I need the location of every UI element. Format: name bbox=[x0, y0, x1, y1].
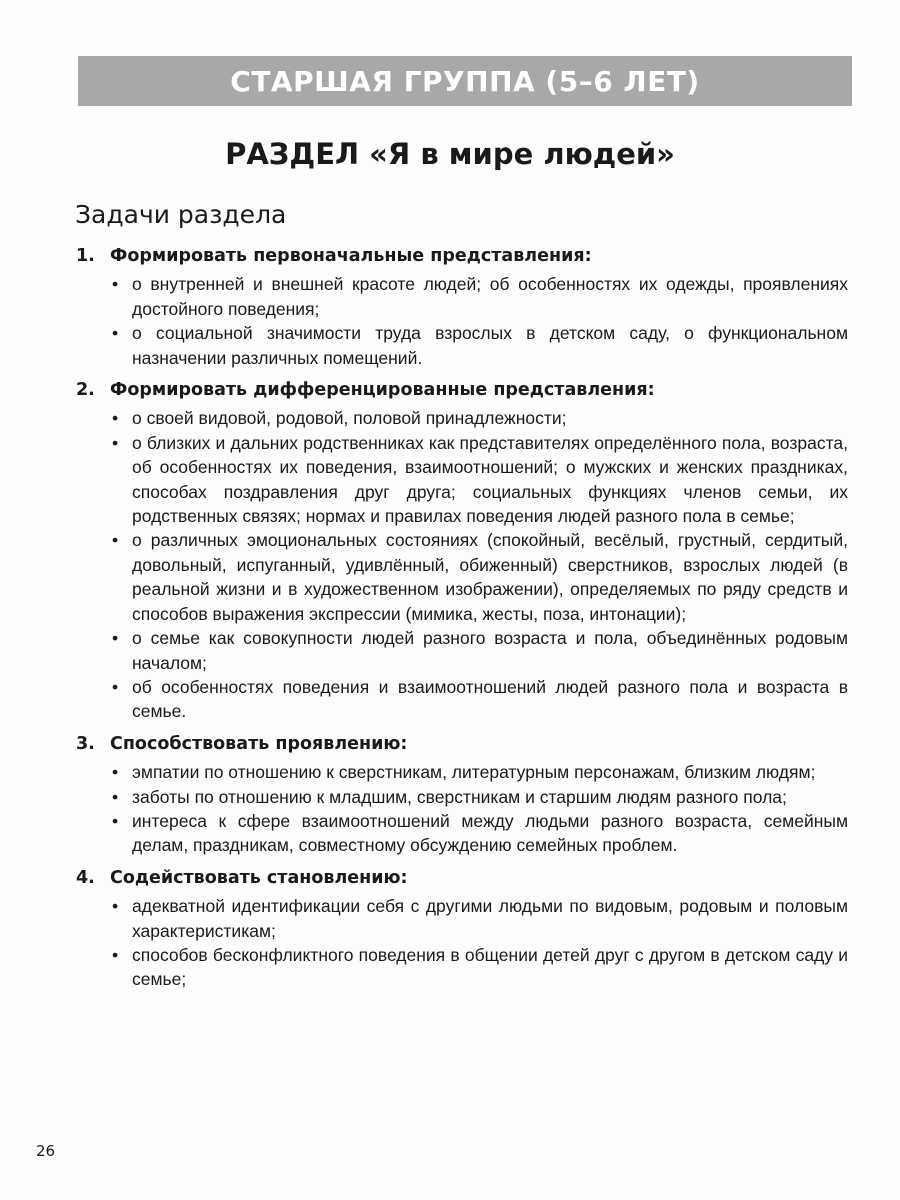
list-item bbox=[76, 675, 848, 724]
bullet-icon: • bbox=[112, 896, 119, 917]
task-number: 2. bbox=[76, 380, 95, 401]
task-items bbox=[76, 272, 848, 370]
list-item bbox=[76, 321, 848, 370]
bullet-icon: • bbox=[112, 432, 119, 453]
bullet-icon: • bbox=[112, 408, 119, 429]
task-number: 4. bbox=[76, 867, 95, 888]
bullet-icon: • bbox=[112, 676, 119, 697]
tasks-heading: Задачи раздела bbox=[75, 200, 287, 229]
bullet-icon: • bbox=[112, 274, 119, 295]
bullet-icon: • bbox=[112, 810, 119, 831]
task-number: 3. bbox=[76, 733, 95, 754]
task-title: Содействовать становлению: bbox=[110, 867, 408, 888]
task-heading bbox=[76, 244, 848, 268]
list-item bbox=[76, 943, 848, 992]
task-block bbox=[76, 866, 848, 992]
task-heading bbox=[76, 732, 848, 756]
banner-title: СТАРШАЯ ГРУППА (5–6 ЛЕТ) bbox=[230, 64, 700, 98]
bullet-icon: • bbox=[112, 944, 119, 965]
list-item-text: об особенностях поведения и взаимоотношений людей разного пола и возраста в семье. bbox=[132, 676, 848, 722]
task-title: Формировать дифференцированные представления: bbox=[110, 380, 655, 401]
list-item-text: адекватной идентификации себя с другими людьми по видовым, родовым и половым характеристикам; bbox=[132, 896, 848, 941]
section-title: РАЗДЕЛ «Я в мире людей» bbox=[225, 137, 675, 171]
list-item bbox=[76, 760, 848, 784]
list-item-text: о своей видовой, родовой, половой принадлежности; bbox=[132, 408, 567, 429]
list-item-text: интереса к сфере взаимоотношений между людьми разного возраста, семейным делам, праздникам, совместному обсуждению семейных проблем. bbox=[132, 810, 848, 856]
bullet-icon: • bbox=[112, 323, 119, 344]
list-item-text: заботы по отношению к младшим, сверстникам и старшим людям разного пола; bbox=[132, 786, 787, 807]
list-item-text: способов бесконфликтного поведения в общении детей друг с другом в детском саду и семье; bbox=[132, 944, 848, 990]
list-item bbox=[76, 272, 848, 321]
list-item-text: о семье как совокупности людей разного возраста и пола, объединённых родовым началом; bbox=[132, 628, 848, 673]
task-items bbox=[76, 760, 848, 858]
list-item bbox=[76, 406, 848, 430]
task-items bbox=[76, 406, 848, 723]
list-item bbox=[76, 528, 848, 626]
task-heading bbox=[76, 378, 848, 402]
bullet-icon: • bbox=[112, 628, 119, 649]
list-item bbox=[76, 785, 848, 809]
list-item-text: о социальной значимости труда взрослых в детском саду, о функциональном назначении различных помещений. bbox=[132, 323, 848, 368]
list-item bbox=[76, 809, 848, 858]
page-number: 26 bbox=[36, 1142, 56, 1160]
list-item-text: о различных эмоциональных состояниях (спокойный, весёлый, грустный, сердитый, довольный, испуганный, удивлённый, обиженный) сверстников, взрослых людей (в реальной жизни и в художественном изображении), определяемых по ряду средств и способов выражения экспрессии (мимика, жесты, поза, интонации); bbox=[132, 530, 848, 624]
list-item bbox=[76, 894, 848, 943]
list-item-text: эмпатии по отношению к сверстникам, литературным персонажам, близким людям; bbox=[132, 762, 816, 783]
bullet-icon: • bbox=[112, 762, 119, 783]
bullet-icon: • bbox=[112, 786, 119, 807]
tasks-list bbox=[76, 244, 848, 1000]
task-title: Способствовать проявлению: bbox=[110, 733, 408, 754]
task-items bbox=[76, 894, 848, 992]
group-banner bbox=[78, 56, 852, 106]
task-number: 1. bbox=[76, 246, 95, 266]
list-item bbox=[76, 626, 848, 675]
list-item bbox=[76, 431, 848, 529]
task-block bbox=[76, 244, 848, 370]
list-item-text: о внутренней и внешней красоте людей; об особенностях их одежды, проявлениях достойного поведения; bbox=[132, 274, 848, 319]
task-heading bbox=[76, 866, 848, 890]
bullet-icon: • bbox=[112, 530, 119, 551]
task-block bbox=[76, 732, 848, 858]
task-title: Формировать первоначальные представления: bbox=[110, 246, 592, 266]
task-block bbox=[76, 378, 848, 724]
list-item-text: о близких и дальних родственниках как представителях определённого пола, возраста, об особенностях их поведения, взаимоотношений; о мужских и женских праздниках, способах поздравления друг друга; социальных функциях членов семьи, их родственных связях; нормах и правилах поведения людей разного пола в семье; bbox=[132, 432, 848, 527]
